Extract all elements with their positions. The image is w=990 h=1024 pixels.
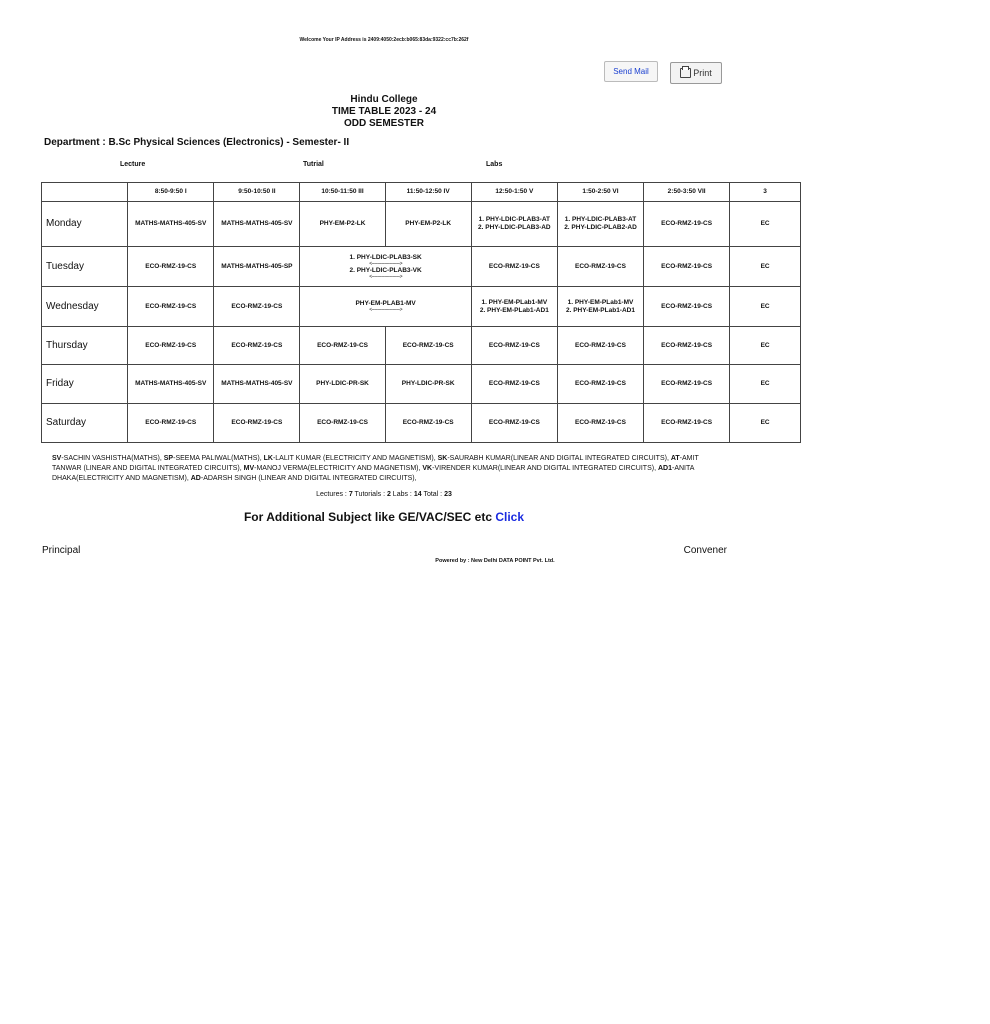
class-cell: 1. PHY-EM-PLab1-MV 2. PHY-EM-PLab1-AD1: [471, 287, 557, 327]
faculty-legend: [52, 454, 718, 484]
class-cell: ECO-RMZ-19-CS: [214, 327, 300, 365]
legend-desc: -SAURABH KUMAR(LINEAR AND DIGITAL INTEGRATED CIRCUITS),: [447, 455, 671, 462]
class-cell: ECO-RMZ-19-CS: [557, 365, 643, 404]
period-header: 10:50-11:50 III: [300, 183, 385, 202]
labs-count: 14: [413, 491, 422, 498]
legend-code: SP: [163, 455, 174, 462]
class-cell: EC: [730, 287, 801, 327]
legend-code: SV: [52, 455, 62, 462]
day-row-wednesday: [42, 287, 801, 327]
print-label: Print: [693, 68, 712, 78]
class-cell: ECO-RMZ-19-CS: [644, 287, 730, 327]
span-arrow: <------------------------>: [369, 273, 403, 280]
class-cell: ECO-RMZ-19-CS: [557, 404, 643, 443]
lectures-count: 7: [348, 491, 353, 498]
period-header: 3: [730, 183, 801, 202]
class-cell: ECO-RMZ-19-CS: [644, 327, 730, 365]
total-label: Total :: [421, 491, 445, 498]
legend-code: AD: [190, 475, 201, 482]
class-cell: ECO-RMZ-19-CS: [644, 247, 730, 287]
class-cell: ECO-RMZ-19-CS: [471, 327, 557, 365]
legend-desc: -LALIT KUMAR (ELECTRICITY AND MAGNETISM),: [272, 455, 438, 462]
class-cell: ECO-RMZ-19-CS: [128, 404, 214, 443]
corner-cell: [42, 183, 128, 202]
day-row-tuesday: [42, 247, 801, 287]
period-header: 9:50-10:50 II: [214, 183, 300, 202]
class-cell: 1. PHY-EM-PLab1-MV 2. PHY-EM-PLab1-AD1: [557, 287, 643, 327]
class-cell: ECO-RMZ-19-CS: [128, 287, 214, 327]
class-cell: ECO-RMZ-19-CS: [471, 365, 557, 404]
department-label: Department : B.Sc Physical Sciences (Electronics) - Semester- II: [44, 137, 350, 148]
click-link[interactable]: Click: [495, 510, 525, 524]
legend-desc: -ADARSH SINGH (LINEAR AND DIGITAL INTEGRATED CIRCUITS),: [200, 475, 417, 482]
class-cell: ECO-RMZ-19-CS: [557, 247, 643, 287]
timetable-viewport[interactable]: [41, 182, 770, 444]
class-cell: PHY-LDIC-PR-SK: [385, 365, 471, 404]
period-header: 1:50-2:50 VI: [557, 183, 643, 202]
legend-code: SK: [437, 455, 448, 462]
timetable-title: TIME TABLE 2023 - 24: [331, 106, 437, 117]
day-label: Wednesday: [42, 287, 128, 327]
legend-desc: -AMIT TANWAR (LINEAR AND DIGITAL INTEGRATED CIRCUITS),: [52, 455, 699, 472]
class-cell: ECO-RMZ-19-CS: [214, 404, 300, 443]
class-cell: 1. PHY-LDIC-PLAB3-AT 2. PHY-LDIC-PLAB2-AD: [557, 202, 643, 247]
class-cell: PHY-EM-P2-LK: [385, 202, 471, 247]
class-cell: PHY-EM-P2-LK: [300, 202, 385, 247]
print-button[interactable]: [670, 62, 722, 84]
day-row-thursday: [42, 327, 801, 365]
class-cell: EC: [730, 327, 801, 365]
legend-desc: -SEEMA PALIWAL(MATHS),: [173, 455, 264, 462]
day-label: Monday: [42, 202, 128, 247]
class-cell: MATHS-MATHS-405-SV: [214, 365, 300, 404]
period-header: 12:50-1:50 V: [471, 183, 557, 202]
span-arrow: <------------------------>: [369, 307, 403, 313]
class-cell: MATHS-MATHS-405-SP: [214, 247, 300, 287]
labs-label: Labs: [486, 161, 503, 168]
class-cell: ECO-RMZ-19-CS: [557, 327, 643, 365]
semester-type: ODD SEMESTER: [343, 118, 424, 129]
timetable: [41, 182, 801, 443]
ip-address-notice: Welcome Your IP Address is 2409:4050:2ecb:b065:83da:9322:cc7b:262f: [299, 37, 469, 43]
lectures-label: Lectures :: [316, 491, 349, 498]
legend-code: LK: [263, 455, 273, 462]
merged-class-cell: [300, 287, 471, 327]
span-arrow: <------------------------>: [369, 260, 403, 267]
merged-line: PHY-EM-PLAB1-MV: [355, 300, 416, 307]
day-row-friday: [42, 365, 801, 404]
class-cell: MATHS-MATHS-405-SV: [128, 365, 214, 404]
class-cell: EC: [730, 247, 801, 287]
class-cell: ECO-RMZ-19-CS: [128, 247, 214, 287]
day-row-monday: [42, 202, 801, 247]
principal-signature: Principal: [42, 545, 81, 556]
legend-code: AT: [670, 455, 680, 462]
day-label: Tuesday: [42, 247, 128, 287]
college-name: Hindu College: [350, 94, 418, 105]
class-cell: ECO-RMZ-19-CS: [644, 404, 730, 443]
merged-line: 1. PHY-LDIC-PLAB3-SK: [349, 253, 422, 261]
legend-desc: -MANOJ VERMA(ELECTRICITY AND MAGNETISM),: [254, 465, 423, 472]
class-cell: ECO-RMZ-19-CS: [214, 287, 300, 327]
period-header: 8:50-9:50 I: [128, 183, 214, 202]
legend-code: VK: [422, 465, 433, 472]
period-header: 2:50-3:50 VII: [644, 183, 730, 202]
class-cell: ECO-RMZ-19-CS: [300, 404, 385, 443]
period-header-row: [42, 183, 801, 202]
merged-line: 2. PHY-LDIC-PLAB3-VK: [349, 266, 422, 274]
period-header: 11:50-12:50 IV: [385, 183, 471, 202]
class-cell: EC: [730, 365, 801, 404]
load-summary: [0, 491, 768, 498]
class-cell: ECO-RMZ-19-CS: [471, 247, 557, 287]
class-cell: 1. PHY-LDIC-PLAB3-AT 2. PHY-LDIC-PLAB3-AD: [471, 202, 557, 247]
class-cell: MATHS-MATHS-405-SV: [128, 202, 214, 247]
class-cell: PHY-LDIC-PR-SK: [300, 365, 385, 404]
tutorials-count: 2: [386, 491, 391, 498]
class-cell: EC: [730, 404, 801, 443]
labs-label: Labs :: [390, 491, 414, 498]
tutorials-label: Tutorials :: [352, 491, 387, 498]
day-row-saturday: [42, 404, 801, 443]
class-cell: ECO-RMZ-19-CS: [471, 404, 557, 443]
class-cell: MATHS-MATHS-405-SV: [214, 202, 300, 247]
class-cell: ECO-RMZ-19-CS: [644, 365, 730, 404]
printer-icon: [680, 68, 691, 78]
additional-subjects: [0, 510, 768, 524]
total-count: 23: [444, 491, 452, 498]
day-label: Friday: [42, 365, 128, 404]
legend-code: AD1: [657, 465, 672, 472]
class-cell: ECO-RMZ-19-CS: [128, 327, 214, 365]
class-cell: ECO-RMZ-19-CS: [300, 327, 385, 365]
send-mail-button[interactable]: Send Mail: [604, 61, 658, 82]
powered-by: Powered by : New Delhi DATA POINT Pvt. Ltd.: [435, 558, 555, 564]
convener-signature: Convener: [683, 545, 727, 556]
lecture-label: Lecture: [120, 161, 146, 168]
legend-desc: -ANITA DHAKA(ELECTRICITY AND MAGNETISM),: [52, 465, 695, 482]
page-heading: [0, 94, 768, 130]
merged-class-cell: [300, 247, 471, 287]
day-label: Saturday: [42, 404, 128, 443]
class-cell: ECO-RMZ-19-CS: [385, 404, 471, 443]
legend-desc: -VIRENDER KUMAR(LINEAR AND DIGITAL INTEGRATED CIRCUITS),: [432, 465, 658, 472]
tutorial-label: Tutrial: [303, 161, 324, 168]
additional-text: For Additional Subject like GE/VAC/SEC etc: [243, 510, 496, 524]
class-cell: EC: [730, 202, 801, 247]
legend-code: MV: [243, 465, 255, 472]
class-cell: ECO-RMZ-19-CS: [385, 327, 471, 365]
legend-desc: -SACHIN VASHISTHA(MATHS),: [61, 455, 164, 462]
day-label: Thursday: [42, 327, 128, 365]
class-cell: ECO-RMZ-19-CS: [644, 202, 730, 247]
